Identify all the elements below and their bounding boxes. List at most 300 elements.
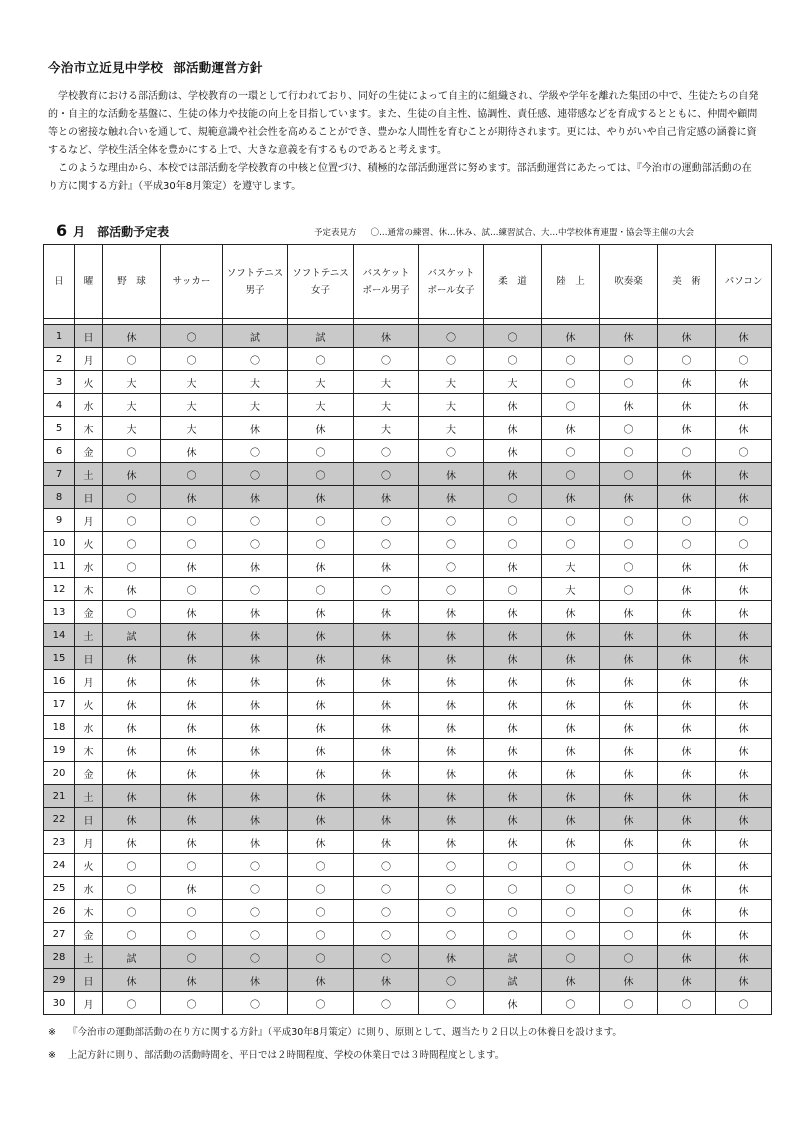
day-cell: 5	[44, 417, 75, 440]
activity-cell: 休	[354, 670, 419, 693]
activity-cell: 〇	[288, 900, 354, 923]
weekday-cell: 日	[75, 325, 103, 348]
schedule-legend	[314, 226, 694, 238]
activity-cell: 〇	[419, 578, 484, 601]
activity-cell: 〇	[600, 555, 658, 578]
table-row	[44, 509, 772, 532]
table-row	[44, 854, 772, 877]
weekday-cell: 日	[75, 647, 103, 670]
activity-cell: 休	[223, 762, 288, 785]
activity-cell: 休	[354, 486, 419, 509]
activity-cell: 〇	[600, 992, 658, 1015]
table-row	[44, 532, 772, 555]
activity-cell: 休	[223, 486, 288, 509]
activity-cell: 〇	[103, 348, 161, 371]
activity-cell: 休	[223, 969, 288, 992]
activity-cell: 〇	[161, 946, 223, 969]
activity-cell: 〇	[103, 440, 161, 463]
school-name: 今治市立近見中学校	[48, 60, 164, 75]
column-header: ソフトテニス 女子	[288, 245, 354, 319]
day-cell: 3	[44, 371, 75, 394]
activity-cell: 休	[103, 808, 161, 831]
activity-cell: 休	[161, 693, 223, 716]
activity-cell: 休	[484, 785, 542, 808]
activity-cell: 〇	[600, 440, 658, 463]
table-row	[44, 624, 772, 647]
activity-cell: 大	[161, 371, 223, 394]
activity-cell: 休	[354, 555, 419, 578]
activity-cell: 休	[658, 808, 716, 831]
activity-cell: 休	[223, 670, 288, 693]
activity-cell: 休	[600, 647, 658, 670]
weekday-cell: 土	[75, 463, 103, 486]
activity-cell: 休	[161, 716, 223, 739]
weekday-cell: 火	[75, 854, 103, 877]
activity-cell: 休	[658, 693, 716, 716]
weekday-cell: 土	[75, 946, 103, 969]
activity-cell: 休	[658, 670, 716, 693]
weekday-cell: 日	[75, 486, 103, 509]
activity-cell: 休	[658, 578, 716, 601]
activity-cell: 休	[103, 670, 161, 693]
table-row	[44, 900, 772, 923]
weekday-cell: 月	[75, 509, 103, 532]
activity-cell: 試	[103, 624, 161, 647]
activity-cell: 大	[484, 371, 542, 394]
day-cell: 12	[44, 578, 75, 601]
activity-cell: 休	[161, 877, 223, 900]
day-cell: 24	[44, 854, 75, 877]
activity-cell: 休	[716, 486, 772, 509]
activity-cell: 休	[354, 693, 419, 716]
activity-cell: 休	[354, 808, 419, 831]
activity-cell: 休	[658, 946, 716, 969]
activity-cell: 〇	[600, 463, 658, 486]
activity-cell: 〇	[161, 992, 223, 1015]
activity-cell: 〇	[223, 900, 288, 923]
activity-cell: 休	[542, 693, 600, 716]
activity-cell: 休	[716, 969, 772, 992]
activity-cell: 試	[103, 946, 161, 969]
activity-cell: 〇	[223, 440, 288, 463]
activity-cell: 休	[716, 670, 772, 693]
activity-cell: 休	[600, 486, 658, 509]
activity-cell: 〇	[288, 463, 354, 486]
activity-cell: 休	[103, 647, 161, 670]
activity-cell: 〇	[419, 969, 484, 992]
activity-cell: 休	[103, 578, 161, 601]
activity-cell: 〇	[161, 325, 223, 348]
weekday-cell: 金	[75, 601, 103, 624]
activity-cell: 〇	[223, 877, 288, 900]
activity-cell: 休	[161, 670, 223, 693]
note-1-mark: ※	[48, 1027, 56, 1038]
activity-cell: 大	[223, 394, 288, 417]
activity-cell: 休	[716, 417, 772, 440]
activity-cell: 〇	[484, 877, 542, 900]
activity-cell: 大	[161, 417, 223, 440]
activity-cell: 試	[484, 946, 542, 969]
activity-cell: 休	[354, 647, 419, 670]
activity-cell: 大	[354, 417, 419, 440]
activity-cell: 大	[419, 371, 484, 394]
column-header: 陸 上	[542, 245, 600, 319]
schedule-table	[43, 244, 772, 1015]
table-row	[44, 739, 772, 762]
column-header: 柔 道	[484, 245, 542, 319]
day-cell: 26	[44, 900, 75, 923]
activity-cell: 休	[716, 463, 772, 486]
weekday-cell: 火	[75, 693, 103, 716]
activity-cell: 休	[600, 739, 658, 762]
activity-cell: 〇	[103, 509, 161, 532]
activity-cell: 休	[288, 716, 354, 739]
activity-cell: 休	[484, 463, 542, 486]
activity-cell: 休	[716, 877, 772, 900]
activity-cell: 休	[161, 808, 223, 831]
activity-cell: 休	[542, 716, 600, 739]
activity-cell: 休	[354, 785, 419, 808]
schedule-title	[56, 221, 169, 240]
activity-cell: 休	[658, 900, 716, 923]
activity-cell: 〇	[223, 923, 288, 946]
activity-cell: 休	[223, 555, 288, 578]
activity-cell: 〇	[103, 877, 161, 900]
activity-cell: 〇	[103, 854, 161, 877]
table-header-row	[44, 245, 772, 319]
activity-cell: 〇	[542, 877, 600, 900]
activity-cell: 〇	[419, 923, 484, 946]
activity-cell: 〇	[484, 486, 542, 509]
weekday-cell: 日	[75, 808, 103, 831]
column-header: 日	[44, 245, 75, 319]
activity-cell: 休	[419, 762, 484, 785]
table-row	[44, 923, 772, 946]
activity-cell: 〇	[103, 532, 161, 555]
day-cell: 10	[44, 532, 75, 555]
activity-cell: 〇	[354, 854, 419, 877]
activity-cell: 〇	[354, 532, 419, 555]
activity-cell: 休	[716, 394, 772, 417]
activity-cell: 休	[161, 601, 223, 624]
activity-cell: 休	[658, 417, 716, 440]
activity-cell: 休	[419, 693, 484, 716]
activity-cell: 〇	[103, 992, 161, 1015]
note-2-mark: ※	[48, 1050, 56, 1061]
activity-cell: 〇	[288, 877, 354, 900]
column-header: バスケット ボール女子	[419, 245, 484, 319]
activity-cell: 休	[103, 463, 161, 486]
activity-cell: 休	[658, 647, 716, 670]
weekday-cell: 木	[75, 900, 103, 923]
activity-cell: 休	[484, 601, 542, 624]
activity-cell: 休	[419, 808, 484, 831]
activity-cell: 〇	[161, 923, 223, 946]
table-row	[44, 946, 772, 969]
activity-cell: 休	[542, 739, 600, 762]
table-row	[44, 716, 772, 739]
table-row	[44, 969, 772, 992]
activity-cell: 大	[103, 417, 161, 440]
day-cell: 6	[44, 440, 75, 463]
activity-cell: 休	[716, 854, 772, 877]
activity-cell: 休	[658, 877, 716, 900]
activity-cell: 休	[288, 808, 354, 831]
activity-cell: 〇	[419, 854, 484, 877]
weekday-cell: 月	[75, 831, 103, 854]
activity-cell: 〇	[419, 325, 484, 348]
schedule-name: 部活動予定表	[97, 225, 170, 239]
activity-cell: 〇	[288, 946, 354, 969]
activity-cell: 大	[288, 394, 354, 417]
activity-cell: 〇	[288, 923, 354, 946]
activity-cell: 休	[288, 785, 354, 808]
activity-cell: 休	[161, 969, 223, 992]
table-row	[44, 394, 772, 417]
day-cell: 1	[44, 325, 75, 348]
activity-cell: 休	[484, 693, 542, 716]
activity-cell: 〇	[354, 992, 419, 1015]
activity-cell: 休	[161, 739, 223, 762]
activity-cell: 〇	[419, 532, 484, 555]
activity-cell: 休	[658, 739, 716, 762]
activity-cell: 休	[542, 325, 600, 348]
activity-cell: 〇	[542, 394, 600, 417]
activity-cell: 〇	[542, 371, 600, 394]
activity-cell: 休	[716, 716, 772, 739]
activity-cell: 〇	[484, 923, 542, 946]
table-row	[44, 578, 772, 601]
intro-paragraph-2: このような理由から、本校では部活動を学校教育の中核と位置づけ、積極的な部活動運営に努めます。部活動運営にあたっては、『今治市の運動部活動の在り方に関する方針』（平成30年8月策定）を遵守します。	[48, 163, 752, 192]
activity-cell: 休	[600, 601, 658, 624]
activity-cell: 休	[600, 325, 658, 348]
activity-cell: 休	[103, 969, 161, 992]
day-cell: 8	[44, 486, 75, 509]
legend-text: 〇…通常の練習、休…休み、試…練習試合、大…中学校体育連盟・協会等主催の大会	[370, 228, 695, 238]
activity-cell: 休	[658, 785, 716, 808]
day-cell: 9	[44, 509, 75, 532]
activity-cell: 〇	[103, 923, 161, 946]
activity-cell: 〇	[288, 348, 354, 371]
day-cell: 4	[44, 394, 75, 417]
activity-cell: 〇	[161, 463, 223, 486]
day-cell: 17	[44, 693, 75, 716]
activity-cell: 休	[484, 831, 542, 854]
activity-cell: 休	[658, 325, 716, 348]
table-row	[44, 371, 772, 394]
activity-cell: 休	[354, 762, 419, 785]
activity-cell: 休	[542, 601, 600, 624]
activity-cell: 〇	[600, 371, 658, 394]
table-row	[44, 440, 772, 463]
column-header: パソコン	[716, 245, 772, 319]
activity-cell: 大	[354, 394, 419, 417]
activity-cell: 休	[716, 900, 772, 923]
activity-cell: 休	[223, 417, 288, 440]
day-cell: 2	[44, 348, 75, 371]
activity-cell: 休	[716, 578, 772, 601]
activity-cell: 休	[161, 762, 223, 785]
day-cell: 7	[44, 463, 75, 486]
day-cell: 23	[44, 831, 75, 854]
policy-title: 部活動運営方針	[173, 60, 263, 75]
activity-cell: 試	[484, 969, 542, 992]
weekday-cell: 木	[75, 578, 103, 601]
weekday-cell: 金	[75, 923, 103, 946]
activity-cell: 休	[716, 624, 772, 647]
activity-cell: 休	[716, 785, 772, 808]
activity-cell: 〇	[354, 348, 419, 371]
activity-cell: 〇	[484, 325, 542, 348]
day-cell: 11	[44, 555, 75, 578]
activity-cell: 休	[658, 969, 716, 992]
activity-cell: 〇	[223, 992, 288, 1015]
activity-cell: 〇	[600, 509, 658, 532]
schedule-month: 6	[56, 221, 68, 240]
activity-cell: 休	[542, 670, 600, 693]
activity-cell: 〇	[288, 578, 354, 601]
activity-cell: 休	[288, 693, 354, 716]
activity-cell: 〇	[600, 877, 658, 900]
activity-cell: 休	[419, 739, 484, 762]
table-row	[44, 601, 772, 624]
activity-cell: 大	[419, 394, 484, 417]
day-cell: 21	[44, 785, 75, 808]
activity-cell: 〇	[658, 992, 716, 1015]
activity-cell: 休	[658, 601, 716, 624]
activity-cell: 〇	[484, 900, 542, 923]
activity-cell: 休	[354, 969, 419, 992]
activity-cell: 休	[484, 739, 542, 762]
activity-cell: 〇	[419, 992, 484, 1015]
activity-cell: 休	[542, 785, 600, 808]
activity-cell: 休	[484, 624, 542, 647]
activity-cell: 〇	[542, 509, 600, 532]
activity-cell: 休	[716, 601, 772, 624]
activity-cell: 〇	[103, 486, 161, 509]
activity-cell: 休	[716, 647, 772, 670]
intro-paragraph-1: 学校教育における部活動は、学校教育の一環として行われており、同好の生徒によって自主的に組織され、学級や学年を離れた集団の中で、生徒たちの自発的・自主的な活動を基盤に、生徒の体力や技能の向上を目指しています。また、生徒の自主性、協調性、責任感、連帯感などを育成するとともに、仲間や顧問等との密接な触れ合いを通して、規範意識や社会性を高めることができ、豊かな人間性を育むことが期待されます。更には、やりがいや自己肯定感の涵養に資するなど、学校生活全体を豊かにする上で、大きな意義を有するものであると考えます。	[48, 91, 759, 156]
activity-cell: 休	[542, 624, 600, 647]
activity-cell: 休	[419, 601, 484, 624]
activity-cell: 休	[716, 693, 772, 716]
note-1-text: 『今治市の運動部活動の在り方に関する方針』（平成30年8月策定）に則り、原則として、週当たり２日以上の休養日を設けます。	[68, 1027, 622, 1038]
activity-cell: 〇	[354, 923, 419, 946]
activity-cell: 休	[716, 946, 772, 969]
day-cell: 19	[44, 739, 75, 762]
weekday-cell: 月	[75, 348, 103, 371]
activity-cell: 〇	[542, 946, 600, 969]
weekday-cell: 金	[75, 440, 103, 463]
activity-cell: 〇	[223, 578, 288, 601]
activity-cell: 〇	[600, 532, 658, 555]
note-2-text: 上記方針に則り、部活動の活動時間を、平日では２時間程度、学校の休業日では３時間程度とします。	[68, 1050, 505, 1061]
activity-cell: 休	[658, 762, 716, 785]
day-cell: 13	[44, 601, 75, 624]
activity-cell: 休	[542, 486, 600, 509]
activity-cell: 〇	[354, 946, 419, 969]
activity-cell: 休	[103, 693, 161, 716]
activity-cell: 休	[600, 762, 658, 785]
activity-cell: 大	[542, 578, 600, 601]
activity-cell: 〇	[103, 601, 161, 624]
activity-cell: 休	[288, 601, 354, 624]
activity-cell: 〇	[600, 578, 658, 601]
activity-cell: 休	[600, 394, 658, 417]
activity-cell: 休	[288, 647, 354, 670]
activity-cell: 休	[161, 647, 223, 670]
weekday-cell: 月	[75, 992, 103, 1015]
activity-cell: 〇	[161, 854, 223, 877]
activity-cell: 休	[288, 624, 354, 647]
activity-cell: 〇	[419, 555, 484, 578]
activity-cell: 休	[716, 371, 772, 394]
activity-cell: 休	[354, 831, 419, 854]
activity-cell: 〇	[103, 900, 161, 923]
column-header: サッカー	[161, 245, 223, 319]
activity-cell: 休	[484, 716, 542, 739]
activity-cell: 休	[288, 969, 354, 992]
activity-cell: 休	[419, 624, 484, 647]
activity-cell: 試	[223, 325, 288, 348]
activity-cell: 休	[484, 992, 542, 1015]
activity-cell: 〇	[103, 555, 161, 578]
activity-cell: 休	[600, 670, 658, 693]
table-row	[44, 762, 772, 785]
table-row	[44, 808, 772, 831]
activity-cell: 休	[716, 739, 772, 762]
activity-cell: 〇	[419, 440, 484, 463]
activity-cell: 〇	[542, 900, 600, 923]
activity-cell: 〇	[288, 992, 354, 1015]
activity-cell: 〇	[354, 877, 419, 900]
activity-cell: 〇	[354, 463, 419, 486]
day-cell: 29	[44, 969, 75, 992]
activity-cell: 〇	[658, 509, 716, 532]
intro-text	[48, 88, 760, 196]
column-header: 曜	[75, 245, 103, 319]
activity-cell: 休	[484, 440, 542, 463]
activity-cell: 大	[103, 394, 161, 417]
activity-cell: 休	[542, 762, 600, 785]
activity-cell: 〇	[223, 463, 288, 486]
weekday-cell: 火	[75, 532, 103, 555]
activity-cell: 休	[600, 831, 658, 854]
activity-cell: 休	[419, 463, 484, 486]
activity-cell: 休	[484, 417, 542, 440]
table-row	[44, 877, 772, 900]
note-2	[48, 1044, 622, 1067]
activity-cell: 〇	[658, 440, 716, 463]
activity-cell: 試	[288, 325, 354, 348]
activity-cell: 休	[600, 716, 658, 739]
activity-cell: 休	[419, 946, 484, 969]
activity-cell: 休	[161, 831, 223, 854]
activity-cell: 休	[716, 555, 772, 578]
weekday-cell: 木	[75, 739, 103, 762]
activity-cell: 休	[419, 486, 484, 509]
day-cell: 30	[44, 992, 75, 1015]
weekday-cell: 金	[75, 762, 103, 785]
activity-cell: 〇	[354, 578, 419, 601]
activity-cell: 休	[658, 463, 716, 486]
table-row	[44, 992, 772, 1015]
activity-cell: 休	[288, 831, 354, 854]
activity-cell: 大	[354, 371, 419, 394]
legend-label: 予定表見方	[314, 228, 357, 238]
activity-cell: 〇	[288, 440, 354, 463]
activity-cell: 〇	[600, 946, 658, 969]
